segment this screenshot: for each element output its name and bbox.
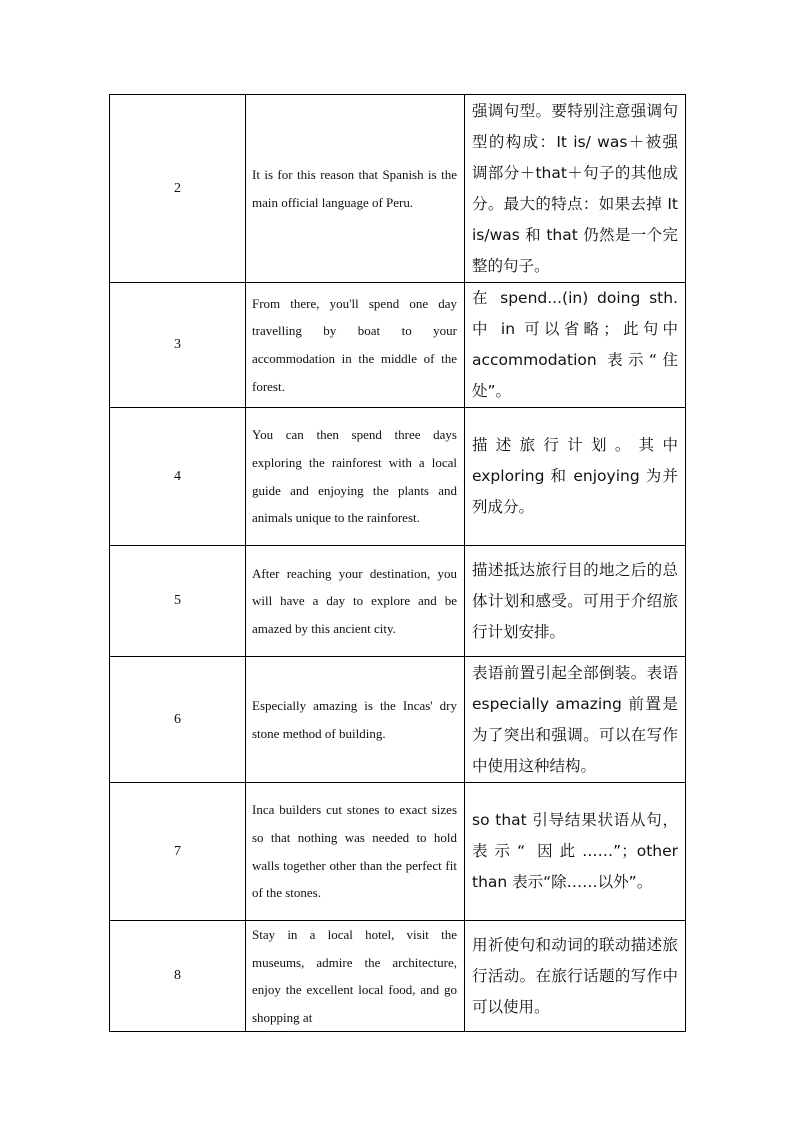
note-cell: 强调句型。要特别注意强调句型的构成：It is/ was＋被强调部分＋that＋句子的其他成分。最大的特点：如果去掉 It is/was 和 that 仍然是一个完整的句子。 bbox=[465, 95, 686, 283]
sentence-cell: You can then spend three days exploring the rainforest with a local guide and enjoying the plants and animals unique to the rainforest. bbox=[246, 408, 465, 546]
sentence-cell: After reaching your destination, you will have a day to explore and be amazed by this ancient city. bbox=[246, 546, 465, 657]
table-row bbox=[110, 921, 686, 1032]
row-number: 5 bbox=[110, 546, 246, 657]
row-number: 4 bbox=[110, 408, 246, 546]
note-cell: 表语前置引起全部倒装。表语 especially amazing 前置是为了突出和强调。可以在写作中使用这种结构。 bbox=[465, 657, 686, 783]
table-row bbox=[110, 546, 686, 657]
sentence-cell: Especially amazing is the Incas' dry stone method of building. bbox=[246, 657, 465, 783]
note-cell: 在 spend...(in) doing sth. 中 in 可以省略；此句中 accommodation 表示“住处”。 bbox=[465, 283, 686, 408]
table-row bbox=[110, 657, 686, 783]
sentence-cell: From there, you'll spend one day travelling by boat to your accommodation in the middle of the forest. bbox=[246, 283, 465, 408]
row-number: 3 bbox=[110, 283, 246, 408]
note-cell: so that 引导结果状语从句，表示“ 因此……”；other than 表示“除……以外”。 bbox=[465, 783, 686, 921]
note-cell: 描述抵达旅行目的地之后的总体计划和感受。可用于介绍旅行计划安排。 bbox=[465, 546, 686, 657]
row-number: 8 bbox=[110, 921, 246, 1032]
table-row bbox=[110, 95, 686, 283]
sentence-cell: Stay in a local hotel, visit the museums, admire the architecture, enjoy the excellent local food, and go shopping at bbox=[246, 921, 465, 1032]
sentence-cell: It is for this reason that Spanish is the main official language of Peru. bbox=[246, 95, 465, 283]
note-cell: 描述旅行计划。其中 exploring 和 enjoying 为并列成分。 bbox=[465, 408, 686, 546]
table-row bbox=[110, 408, 686, 546]
note-cell: 用祈使句和动词的联动描述旅行活动。在旅行话题的写作中可以使用。 bbox=[465, 921, 686, 1032]
row-number: 6 bbox=[110, 657, 246, 783]
table-row bbox=[110, 283, 686, 408]
sentence-cell: Inca builders cut stones to exact sizes so that nothing was needed to hold walls together other than the perfect fit of the stones. bbox=[246, 783, 465, 921]
row-number: 7 bbox=[110, 783, 246, 921]
sentence-notes-table bbox=[109, 94, 686, 1032]
row-number: 2 bbox=[110, 95, 246, 283]
table-row bbox=[110, 783, 686, 921]
